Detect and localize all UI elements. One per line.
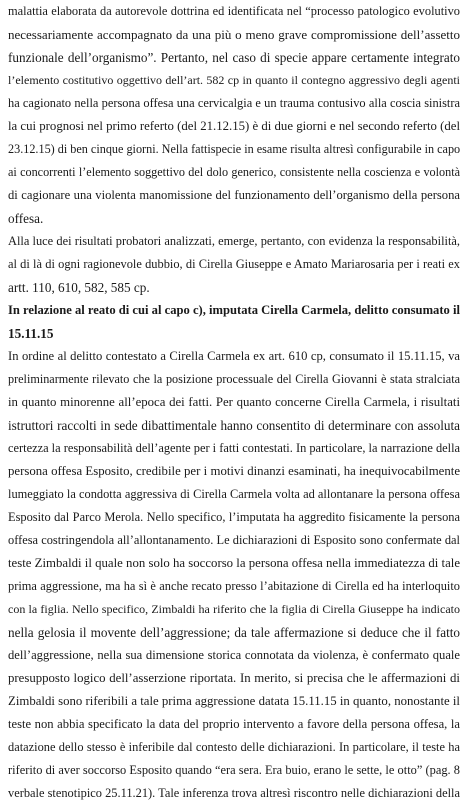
paragraph-line: certezza la responsabilità dell’agente per i fatti contestati. In particolare, la narrazione della <box>8 441 460 455</box>
paragraph-line: prima aggressione, ma ha sì è anche recato presso l’abitazione di Cirella ed ha interloquito <box>8 579 460 593</box>
paragraph-line: funzionale dell’organismo”. Pertanto, nel caso di specie appare certamente integrato <box>8 50 460 65</box>
paragraph-line: riferito di aver soccorso Esposito quando “era sera. Era buio, erano le sette, le otto” (pag. 8 <box>8 763 460 777</box>
section-heading-line: 15.11.15 <box>8 326 54 341</box>
paragraph-line: persona offesa Esposito, credibile per i motivi dinanzi esaminati, ha inequivocabilmente <box>8 464 460 478</box>
paragraph-line: offesa costringendola all’allontanamento. Le dichiarazioni di Esposito sono confermate dal <box>8 533 460 547</box>
paragraph-line: in quanto minorenne all’epoca dei fatti. Per quanto concerne Cirella Carmela, i risultati <box>8 395 460 409</box>
paragraph-line: l’elemento costitutivo oggettivo dell’art. 582 cp in quanto il contegno aggressivo degli agenti <box>8 73 460 87</box>
paragraph-line: con la figlia. Nello specifico, Zimbaldi ha riferito che la figlia di Cirella Giuseppe ha indicato <box>8 602 460 616</box>
paragraph-line: dell’aggressione, nella sua dimensione storica connotata da violenza, è confermato quale <box>8 648 460 662</box>
paragraph-line: nella gelosia il movente dell’aggressione; da tale affermazione si deduce che il fatto <box>8 625 460 640</box>
section-heading-line: In relazione al reato di cui al capo c), imputata Cirella Carmela, delitto consumato il <box>8 303 460 317</box>
paragraph-line: Alla luce dei risultati probatori analizzati, emerge, pertanto, con evidenza la responsabilità, <box>8 234 460 248</box>
paragraph-line: al di là di ogni ragionevole dubbio, di Cirella Giuseppe e Amato Mariarosaria per i reati ex <box>8 257 460 271</box>
paragraph-line: teste Zimbaldi il quale non solo ha soccorso la persona offesa nella immediatezza di tale <box>8 556 460 570</box>
paragraph-line: verbale stenotipico 25.11.21). Tale inferenza trova altresì riscontro nelle dichiarazioni della <box>8 786 460 800</box>
paragraph-line: la cui prognosi nel primo referto (del 21.12.15) è di due giorni e nel secondo referto (del <box>8 119 460 133</box>
paragraph-line: datazione dello stesso è inferibile dal contesto delle dichiarazioni. In particolare, il teste ha <box>8 740 460 754</box>
paragraph-line: artt. 110, 610, 582, 585 cp. <box>8 280 150 295</box>
paragraph-line: teste non abbia specificato la data del proprio intervento a favore della persona offesa, la <box>8 717 460 731</box>
paragraph-line: presupposto logico dell’asserzione riportata. In merito, si precisa che le affermazioni di <box>8 671 460 685</box>
paragraph-line: lumeggiato la condotta aggressiva di Cirella Carmela volta ad allontanare la persona offesa <box>8 487 460 501</box>
paragraph-line: In ordine al delitto contestato a Cirella Carmela ex art. 610 cp, consumato il 15.11.15, va <box>8 349 460 363</box>
paragraph-line: necessariamente accompagnato da una più o meno grave compromissione dell’assetto <box>8 27 460 42</box>
paragraph-line: di cagionare una violenta manomissione del funzionamento dell’organismo della persona <box>8 188 460 202</box>
paragraph-line: Esposito dal Parco Merola. Nello specifico, l’imputata ha aggredito fisicamente la persona <box>8 510 460 524</box>
paragraph-line: malattia elaborata da autorevole dottrina ed identificata nel “processo patologico evolutivo <box>8 4 460 18</box>
paragraph-line: offesa. <box>8 211 44 226</box>
paragraph-line: 23.12.15) di ben cinque giorni. Nella fattispecie in esame risulta altresì configurabile in capo <box>8 142 460 156</box>
paragraph-line: Zimbaldi sono riferibili a tale prima aggressione datata 15.11.15 in quanto, nonostante il <box>8 694 460 708</box>
paragraph-line: istruttori raccolti in sede dibattimentale hanno consentito di determinare con assoluta <box>8 418 460 433</box>
paragraph-line: ha cagionato nella persona offesa una cervicalgia e un trauma contusivo alla coscia sinistra <box>8 96 460 110</box>
paragraph-line: preliminarmente rilevato che la posizione processuale del Cirella Giovanni è stata stralciata <box>8 372 460 386</box>
paragraph-line: ai concorrenti l’elemento soggettivo del dolo generico, consistente nella coscienza e volontà <box>8 165 460 179</box>
